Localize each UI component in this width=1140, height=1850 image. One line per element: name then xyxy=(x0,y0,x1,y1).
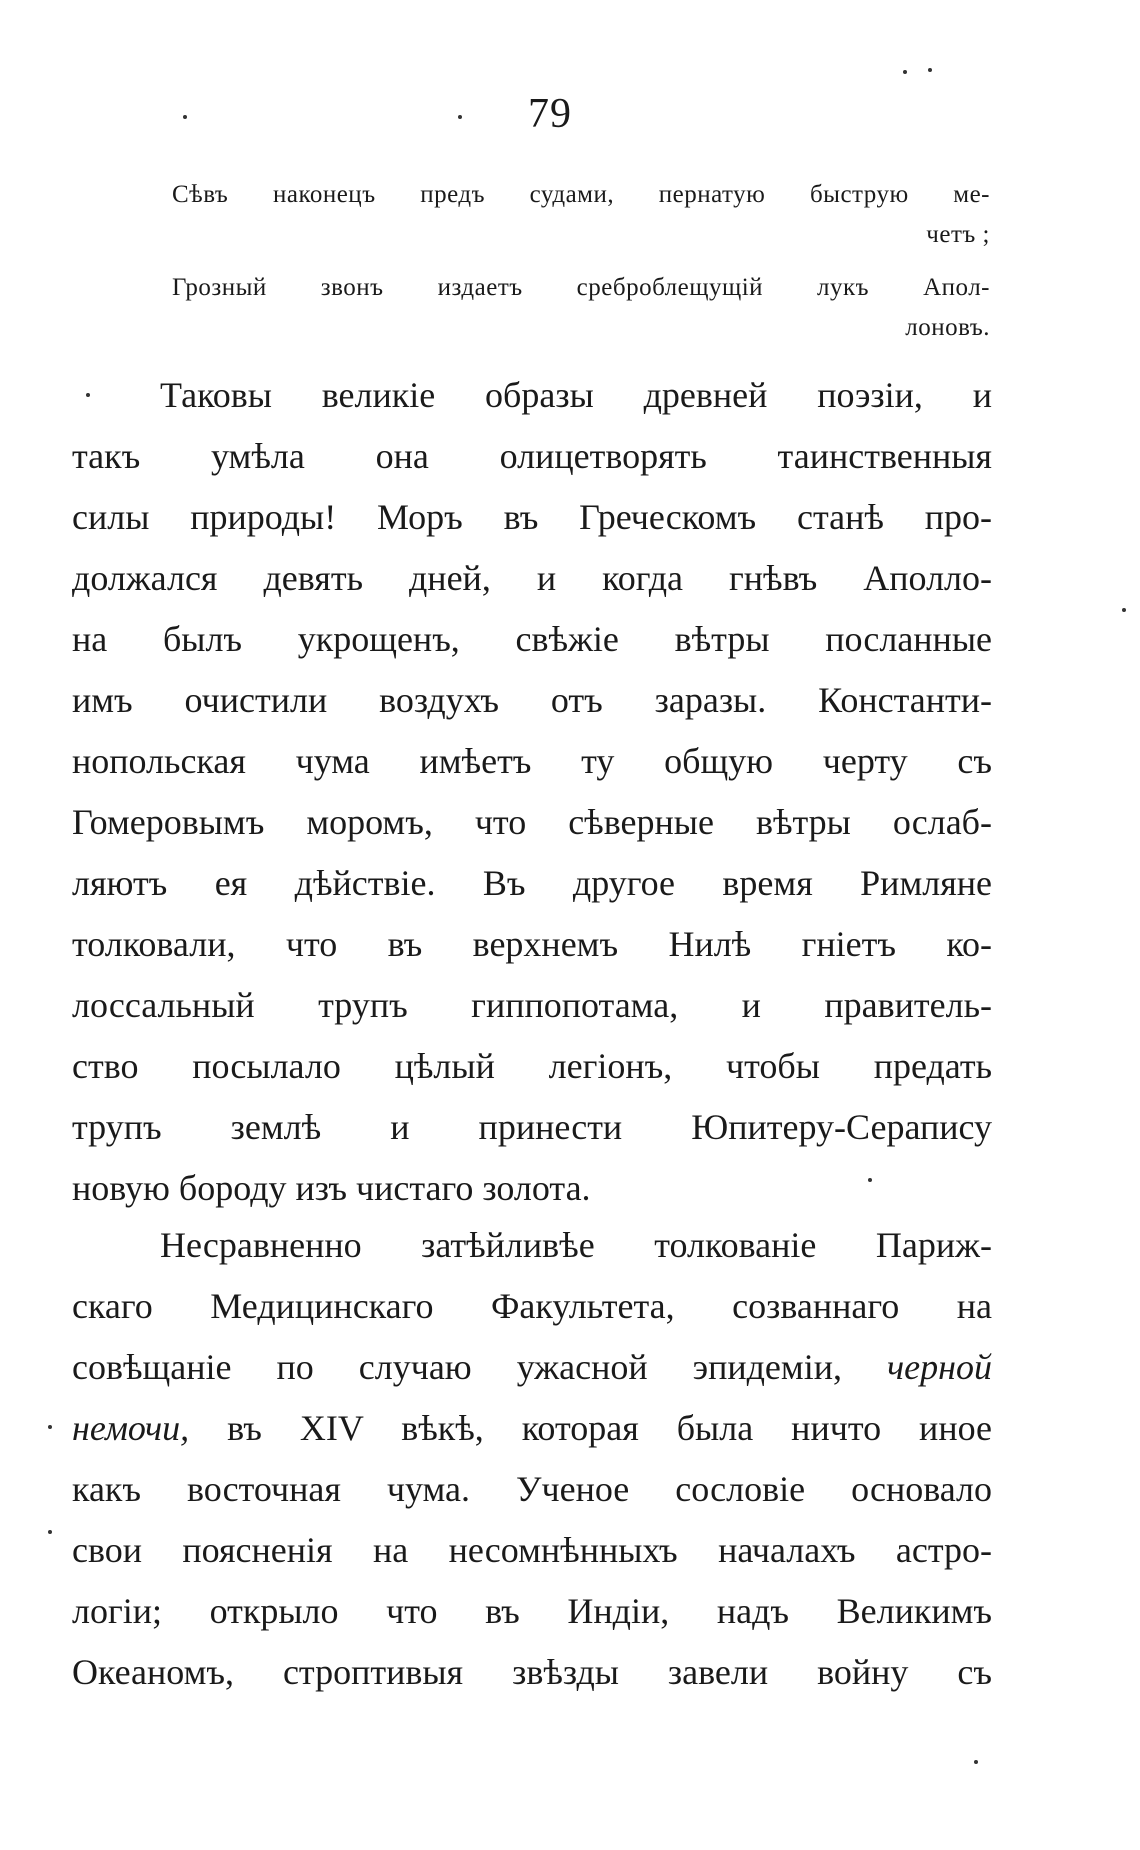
paragraph-line: на былъ укрощенъ, свѣжіе вѣтры посланные xyxy=(72,619,992,659)
paragraph-line: логіи; открыло что въ Индіи, надъ Великимъ xyxy=(72,1591,992,1631)
paragraph-text: совѣщаніе по случаю ужасной эпидеміи, xyxy=(72,1347,842,1387)
scan-speck xyxy=(868,1178,872,1182)
verse-line-continuation: лоновъ. xyxy=(905,314,990,341)
paragraph-2 xyxy=(72,1215,992,1703)
verse-line-continuation: четъ ; xyxy=(926,221,990,248)
paragraph-text: въ XIV вѣкѣ, которая была ничто иное xyxy=(227,1408,993,1448)
scan-speck xyxy=(903,70,907,74)
paragraph-line: Гомеровымъ моромъ, что сѣверные вѣтры ослаб- xyxy=(72,802,992,842)
paragraph-1 xyxy=(72,365,992,1219)
paragraph-line: свои поясненія на несомнѣнныхъ началахъ астро- xyxy=(72,1530,992,1570)
scan-speck xyxy=(48,1530,52,1534)
paragraph-line: силы природы! Моръ въ Греческомъ станѣ про- xyxy=(72,497,992,537)
paragraph-line xyxy=(72,1398,992,1459)
paragraph-line: ство посылало цѣлый легіонъ, чтобы предать xyxy=(72,1046,992,1086)
paragraph-line xyxy=(72,1337,992,1398)
paragraph-line: скаго Медицинскаго Факультета, созваннаго на xyxy=(72,1286,992,1326)
paragraph-line: трупъ землѣ и принести Юпитеру-Серапису xyxy=(72,1107,992,1147)
paragraph-line: Таковы великіе образы древней поэзіи, и xyxy=(160,375,992,415)
paragraph-line: имъ очистили воздухъ отъ заразы. Константи- xyxy=(72,680,992,720)
scan-speck xyxy=(86,393,90,397)
paragraph-line: должался девять дней, и когда гнѣвъ Аполло- xyxy=(72,558,992,598)
scan-speck xyxy=(48,1425,52,1429)
italic-term: черной xyxy=(887,1347,993,1387)
paragraph-line: такъ умѣла она олицетворять таинственныя xyxy=(72,436,992,476)
paragraph-line: нопольская чума имѣетъ ту общую черту съ xyxy=(72,741,992,781)
paragraph-line: Несравненно затѣйливѣе толкованіе Париж- xyxy=(160,1225,992,1265)
verse-line-text: Грозный звонъ издаетъ среброблещущій лукъ Апол- xyxy=(172,274,990,301)
scan-speck xyxy=(974,1760,978,1764)
page-number: 79 xyxy=(528,91,572,137)
paragraph-line: какъ восточная чума. Ученое сословіе основало xyxy=(72,1469,992,1509)
verse-line-1 xyxy=(172,175,990,255)
verse-line-text: Сѣвъ наконецъ предъ судами, пернатую быструю ме- xyxy=(172,181,990,208)
paragraph-line: ляютъ ея дѣйствіе. Въ другое время Римляне xyxy=(72,863,992,903)
scan-speck xyxy=(458,115,462,119)
paragraph-line: Океаномъ, строптивыя звѣзды завели войну съ xyxy=(72,1652,992,1692)
paragraph-line: толковали, что въ верхнемъ Нилѣ гніетъ ко- xyxy=(72,924,992,964)
paragraph-line: новую бороду изъ чистаго золота. xyxy=(72,1168,591,1208)
verse-line-2 xyxy=(172,268,990,348)
italic-term: немочи, xyxy=(72,1408,190,1448)
scan-speck xyxy=(183,115,187,119)
paragraph-line: лоссальный трупъ гиппопотама, и правитель- xyxy=(72,985,992,1025)
scan-speck xyxy=(1122,608,1126,612)
scan-speck xyxy=(928,68,932,72)
